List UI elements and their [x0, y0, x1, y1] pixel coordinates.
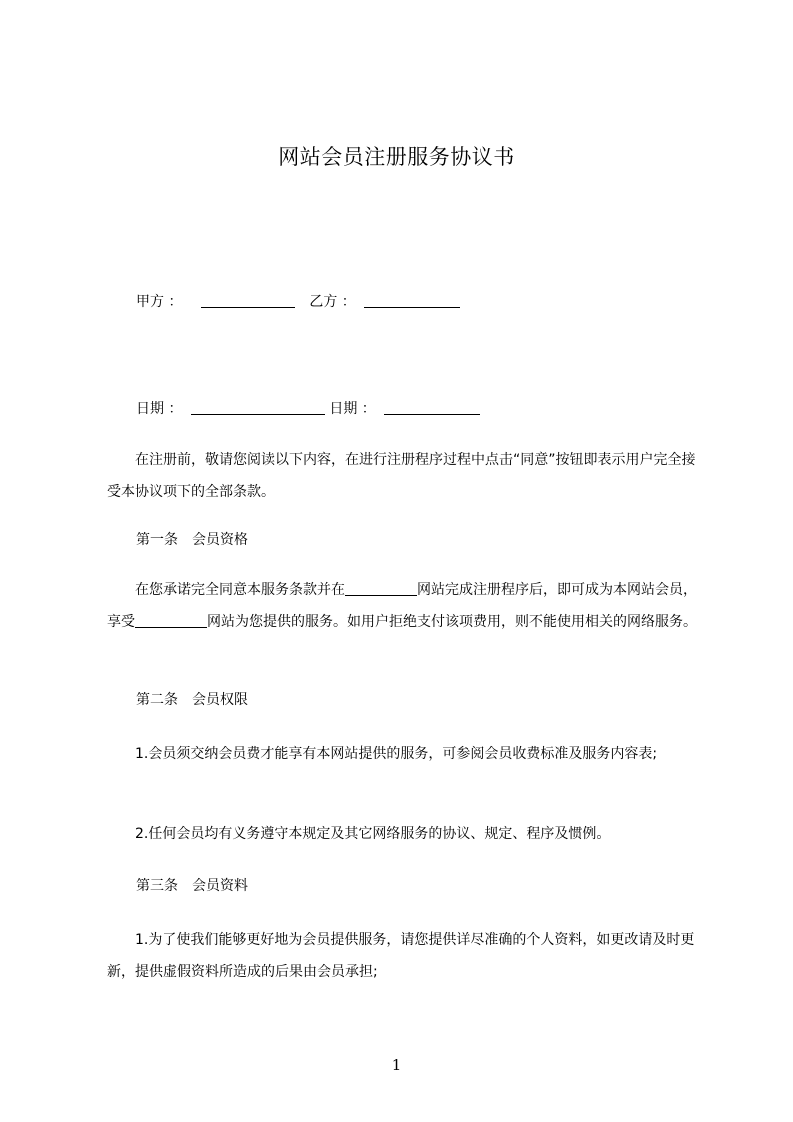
article1-paragraph — [107, 574, 703, 638]
website-name-blank-1 — [345, 581, 417, 596]
parties-line — [136, 292, 460, 312]
intro-text: 在注册前，敬请您阅读以下内容，在进行注册程序过程中点击“同意”按钮即表示用户完全接受本协议项下的全部条款。 — [107, 452, 696, 500]
article1-text — [107, 574, 703, 638]
website-name-blank-2 — [135, 613, 207, 628]
date-b-blank — [384, 400, 480, 415]
article3-item1 — [107, 924, 703, 988]
article2-item1-text: 1.会员须交纳会员费才能享有本网站提供的服务，可参阅会员收费标准及服务内容表; — [135, 746, 658, 762]
date-a-label: 日期 ： — [136, 401, 183, 417]
article1-text-a: 在您承诺完全同意本服务条款并在 — [135, 582, 345, 598]
party-b-label: 乙方 ： — [309, 294, 356, 310]
article2-item2 — [107, 818, 703, 850]
dates-line — [136, 399, 480, 419]
party-b-blank — [364, 293, 460, 308]
article3-item1-text: 1.为了使我们能够更好地为会员提供服务，请您提供详尽准确的个人资料，如更改请及时更新，提供虚假资料所造成的后果由会员承担; — [107, 932, 695, 980]
date-a-blank — [191, 400, 325, 415]
article3-heading: 第三条 会员资料 — [136, 878, 248, 894]
article1-text-b: 网站完成注册程序后，即可成为本网站会员，享受 — [107, 582, 697, 630]
party-a-label: 甲方 ： — [136, 294, 183, 310]
article1-heading: 第一条 会员资格 — [136, 532, 248, 548]
date-b-label: 日期 ： — [329, 401, 376, 417]
document-title: 网站会员注册服务协议书 — [278, 145, 515, 169]
article2-heading: 第二条 会员权限 — [136, 692, 248, 708]
article1-text-c: 网站为您提供的服务。如用户拒绝支付该项费用，则不能使用相关的网络服务。 — [207, 614, 697, 630]
page-number: 1 — [391, 1056, 402, 1074]
intro-paragraph — [107, 444, 703, 508]
article2-item1 — [107, 738, 703, 770]
article2-item2-text: 2.任何会员均有义务遵守本规定及其它网络服务的协议、规定、程序及惯例。 — [135, 826, 611, 842]
party-a-blank — [201, 293, 295, 308]
